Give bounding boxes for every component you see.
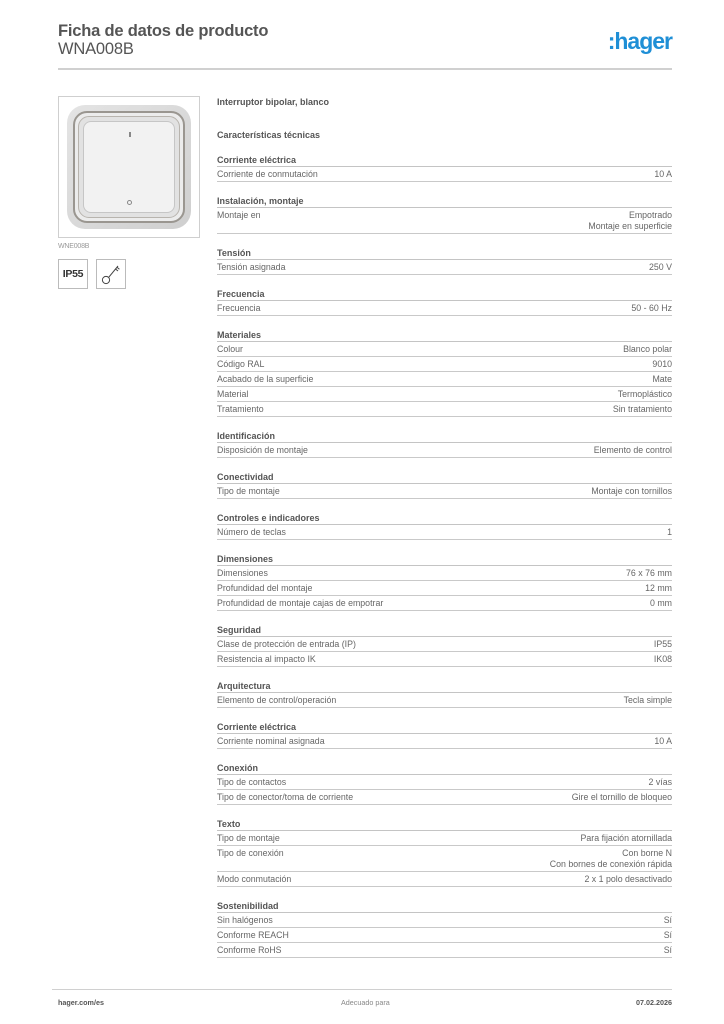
key-icon [99, 262, 123, 286]
spec-value-line: Sí [663, 915, 672, 925]
spec-value [645, 583, 672, 594]
switch-inner-ring [78, 116, 180, 218]
spec-row [217, 402, 672, 417]
section-title: Arquitectura [217, 680, 672, 693]
spec-label: Material [217, 389, 249, 399]
spec-value-line: 2 x 1 polo desactivado [584, 874, 672, 884]
spec-value-line: 10 A [654, 736, 672, 746]
image-caption: WNE008B [58, 243, 90, 250]
spec-row [217, 342, 672, 357]
spec-label: Número de teclas [217, 527, 286, 537]
spec-value-line: 2 vías [648, 777, 672, 787]
spec-row [217, 525, 672, 540]
badge-list [58, 259, 200, 289]
spec-section [217, 624, 672, 667]
spec-label: Acabado de la superficie [217, 374, 314, 384]
spec-value-line: Tecla simple [623, 695, 672, 705]
spec-row [217, 734, 672, 749]
spec-value [550, 848, 672, 870]
spec-value [584, 874, 672, 885]
spec-value-line: 1 [667, 527, 672, 537]
spec-label: Conforme REACH [217, 930, 289, 940]
spec-row [217, 831, 672, 846]
spec-value [618, 389, 672, 400]
spec-label: Colour [217, 344, 243, 354]
spec-value [581, 833, 672, 844]
product-name: Interruptor bipolar, blanco [217, 97, 330, 107]
spec-value [572, 792, 672, 803]
header-divider [58, 68, 672, 70]
spec-value [613, 404, 672, 415]
spec-row [217, 872, 672, 887]
spec-label: Tipo de conector/toma de corriente [217, 792, 354, 802]
spec-value-line: IK08 [653, 654, 672, 664]
document-title: Ficha de datos de producto [58, 22, 269, 40]
section-title: Controles e indicadores [217, 512, 672, 525]
spec-value-line: Sí [663, 930, 672, 940]
spec-row [217, 790, 672, 805]
spec-value [667, 527, 672, 538]
spec-value [654, 736, 672, 747]
spec-label: Profundidad del montaje [217, 583, 313, 593]
spec-label: Disposición de montaje [217, 445, 308, 455]
spec-value-line: Gire el tornillo de bloqueo [571, 792, 672, 802]
spec-value-line: 12 mm [645, 583, 672, 593]
spec-label: Modo conmutación [217, 874, 292, 884]
spec-column [217, 95, 672, 958]
spec-value [654, 654, 672, 665]
hager-logo[interactable]: :hager [607, 28, 672, 54]
spec-label: Código RAL [217, 359, 265, 369]
spec-section [217, 818, 672, 887]
spec-row [217, 484, 672, 499]
spec-label: Tensión asignada [217, 262, 286, 272]
spec-row [217, 913, 672, 928]
suitable-for-label: Adecuado para [341, 998, 390, 1007]
key-badge [96, 259, 126, 289]
spec-value [594, 445, 672, 456]
spec-row [217, 775, 672, 790]
spec-row [217, 566, 672, 581]
product-image [58, 96, 200, 238]
spec-value-line: 50 - 60 Hz [631, 303, 672, 313]
specs-heading: Características técnicas [217, 130, 321, 140]
spec-label: Profundidad de montaje cajas de empotrar [217, 598, 384, 608]
spec-row [217, 372, 672, 387]
spec-row [217, 387, 672, 402]
section-title: Conexión [217, 762, 672, 775]
spec-section [217, 762, 672, 805]
spec-value-line: IP55 [653, 639, 672, 649]
spec-value [654, 169, 672, 180]
spec-value-line: 10 A [654, 169, 672, 179]
spec-value-line: 250 V [649, 262, 672, 272]
section-title: Instalación, montaje [217, 195, 672, 208]
spec-section [217, 288, 672, 316]
spec-section [217, 900, 672, 958]
spec-value [631, 303, 672, 314]
spec-label: Clase de protección de entrada (IP) [217, 639, 356, 649]
spec-value-line: 76 x 76 mm [626, 568, 672, 578]
spec-value [652, 374, 672, 385]
section-title: Sostenibilidad [217, 900, 672, 913]
spec-row [217, 652, 672, 667]
spec-value-line: Termoplástico [617, 389, 672, 399]
spec-row [217, 596, 672, 611]
spec-value [623, 344, 672, 355]
spec-label: Tipo de montaje [217, 486, 280, 496]
switch-frame [67, 105, 191, 229]
section-title: Corriente eléctrica [217, 721, 672, 734]
spec-row [217, 943, 672, 958]
spec-value [649, 777, 672, 788]
spec-label: Sin halógenos [217, 915, 273, 925]
spec-value-line: Para fijación atornillada [580, 833, 672, 843]
spec-value-line: Con borne N [622, 848, 672, 858]
page-header [58, 20, 672, 70]
spec-sections [217, 154, 672, 958]
spec-row [217, 637, 672, 652]
spec-label: Conforme RoHS [217, 945, 282, 955]
spec-section [217, 471, 672, 499]
spec-value [664, 945, 672, 956]
spec-row [217, 301, 672, 316]
spec-section [217, 680, 672, 708]
spec-value-line: Elemento de control [593, 445, 672, 455]
spec-value-line: Sí [663, 945, 672, 955]
section-title: Texto [217, 818, 672, 831]
spec-label: Resistencia al impacto IK [217, 654, 316, 664]
spec-value-line: Blanco polar [623, 344, 672, 354]
spec-value-line: Montaje en superficie [588, 221, 672, 231]
spec-value-line: Empotrado [628, 210, 672, 220]
spec-row [217, 581, 672, 596]
spec-label: Tipo de montaje [217, 833, 280, 843]
spec-label: Montaje en [217, 210, 261, 220]
section-title: Conectividad [217, 471, 672, 484]
on-mark-icon [129, 132, 131, 137]
spec-section [217, 195, 672, 234]
spec-label: Frecuencia [217, 303, 261, 313]
spec-value [652, 359, 672, 370]
switch-ring [73, 111, 185, 223]
spec-row [217, 693, 672, 708]
spec-section [217, 553, 672, 611]
spec-section [217, 154, 672, 182]
spec-section [217, 430, 672, 458]
spec-label: Corriente nominal asignada [217, 736, 325, 746]
spec-label: Tipo de contactos [217, 777, 287, 787]
product-media [58, 96, 200, 289]
spec-value [664, 915, 672, 926]
section-title: Identificación [217, 430, 672, 443]
spec-row [217, 260, 672, 275]
spec-row [217, 167, 672, 182]
document-date: 07.02.2026 [636, 998, 672, 1007]
spec-value [626, 568, 672, 579]
spec-value-line: Montaje con tornillos [591, 486, 672, 496]
spec-value [588, 210, 672, 232]
website-link[interactable]: hager.com/es [58, 998, 104, 1007]
switch-rocker [83, 121, 175, 213]
spec-row [217, 846, 672, 872]
spec-row [217, 357, 672, 372]
section-title: Dimensiones [217, 553, 672, 566]
spec-value-line: Mate [652, 374, 672, 384]
spec-value-line: Sin tratamiento [612, 404, 672, 414]
spec-section [217, 329, 672, 417]
spec-label: Tratamiento [217, 404, 264, 414]
spec-row [217, 443, 672, 458]
section-title: Seguridad [217, 624, 672, 637]
product-code: WNA008B [58, 40, 134, 58]
spec-value [649, 262, 672, 273]
ip55-label: IP55 [62, 268, 84, 280]
spec-row [217, 928, 672, 943]
spec-value [624, 695, 672, 706]
spec-label: Tipo de conexión [217, 848, 284, 858]
spec-value [591, 486, 672, 497]
spec-value [650, 598, 672, 609]
spec-value-line: 0 mm [650, 598, 672, 608]
spec-value-line: Con bornes de conexión rápida [549, 859, 672, 869]
spec-label: Elemento de control/operación [217, 695, 337, 705]
ip55-badge [58, 259, 88, 289]
spec-label: Corriente de conmutación [217, 169, 318, 179]
spec-section [217, 512, 672, 540]
spec-section [217, 721, 672, 749]
spec-value-line: 9010 [652, 359, 672, 369]
section-title: Frecuencia [217, 288, 672, 301]
spec-row [217, 208, 672, 234]
spec-section [217, 247, 672, 275]
spec-value [664, 930, 672, 941]
spec-value [654, 639, 672, 650]
section-title: Materiales [217, 329, 672, 342]
off-mark-icon [127, 200, 132, 205]
spec-label: Dimensiones [217, 568, 268, 578]
section-title: Tensión [217, 247, 672, 260]
footer-divider [52, 989, 672, 990]
section-title: Corriente eléctrica [217, 154, 672, 167]
